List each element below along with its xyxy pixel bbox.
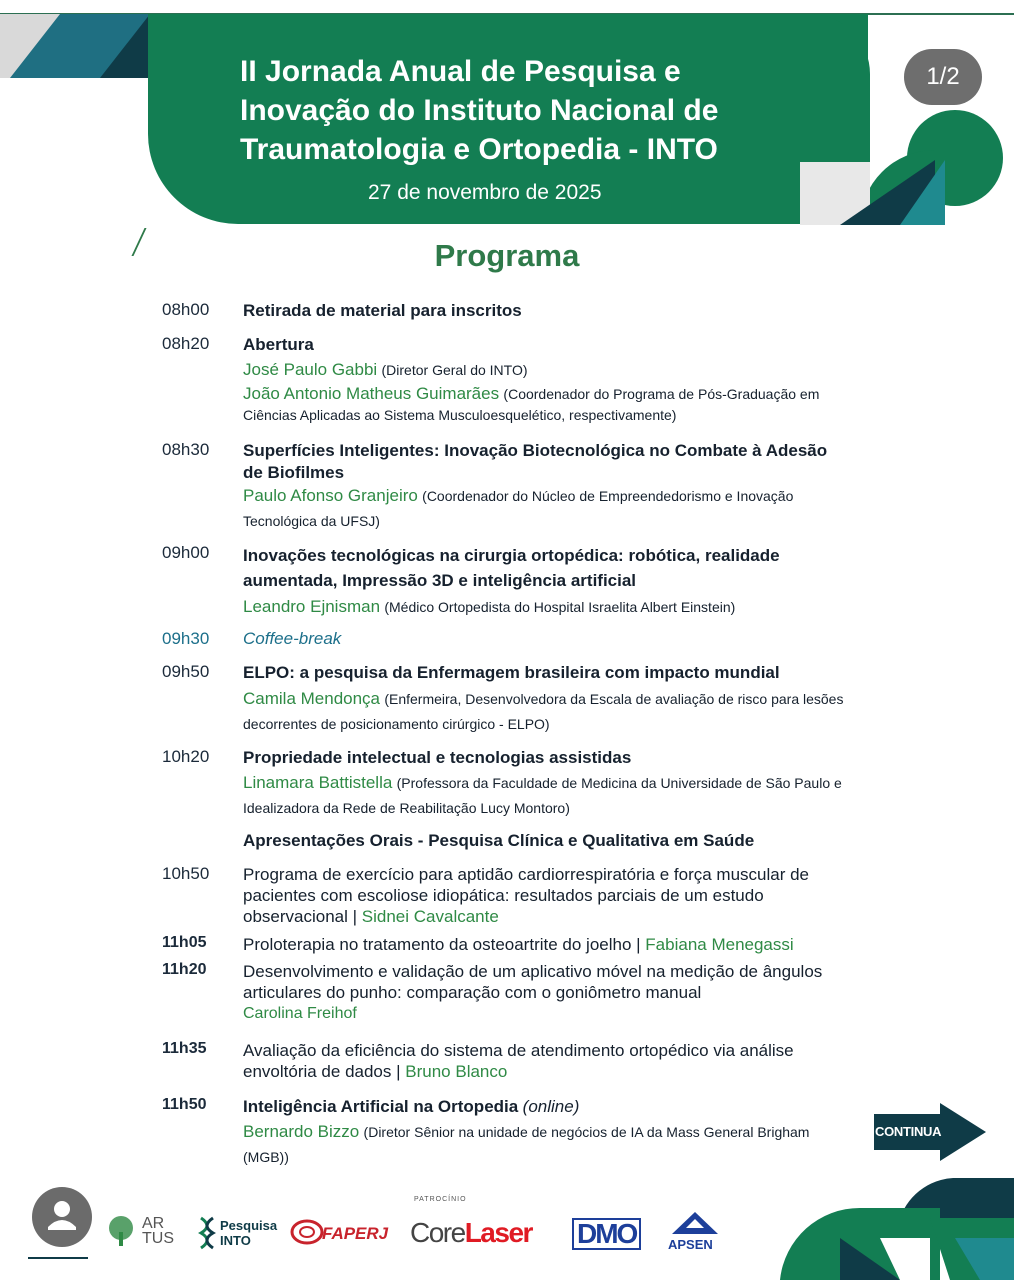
- faperj-icon: [290, 1218, 324, 1246]
- item-title: Superfícies Inteligentes: Inovação Biotecnológica no Combate à Adesão de Biofilmes: [243, 441, 828, 482]
- apsen-logo: APSEN: [668, 1237, 713, 1252]
- corelaser-logo: CoreLaser: [410, 1217, 532, 1248]
- item-time: 11h20: [162, 961, 207, 978]
- sponsor-label: PATROCÍNIO: [414, 1196, 467, 1203]
- item-time: 08h30: [162, 440, 210, 459]
- speaker-role: (Médico Ortopedista do Hospital Israelita Albert Einstein): [384, 599, 736, 615]
- speaker-name: Bruno Blanco: [405, 1062, 508, 1081]
- item-title: Avaliação da eficiência do sistema de atendimento ortopédico via análise envoltória de dados |: [243, 1041, 794, 1081]
- item-title: Coffee-break: [243, 629, 342, 648]
- faperj-logo: FAPERJ: [322, 1224, 389, 1243]
- pesquisa-dna-icon: [198, 1216, 216, 1250]
- item-time: 11h05: [162, 934, 207, 951]
- speaker-role: (Diretor Sênior na unidade de negócios de IA da Mass General Brigham (MGB)): [243, 1124, 810, 1165]
- item-time: 09h30: [162, 629, 210, 648]
- program-heading: Programa: [434, 238, 580, 273]
- online-note: (online): [522, 1097, 580, 1116]
- speaker-role: (Enfermeira, Desenvolvedora da Escala de avaliação de risco para lesões decorrentes de posicionamento cirúrgico - ELPO): [243, 691, 844, 732]
- artus-logo: AR TUS: [142, 1215, 174, 1247]
- item-time: 08h00: [162, 300, 210, 319]
- event-title: II Jornada Anual de Pesquisa e Inovação do Instituto Nacional de Traumatologia e Ortopedia - INTO: [240, 55, 719, 166]
- speaker-name: Sidnei Cavalcante: [361, 907, 499, 926]
- item-time: 09h00: [162, 543, 210, 562]
- event-date: 27 de novembro de 2025: [368, 181, 602, 204]
- pesquisa-into-logo: Pesquisa INTO: [220, 1218, 278, 1248]
- speaker-role: (Coordenador do Núcleo de Empreendedorismo e Inovação Tecnológica da UFSJ): [243, 488, 794, 529]
- speaker-name: Camila Mendonça: [243, 689, 381, 708]
- speaker-name: José Paulo Gabbi: [243, 360, 378, 379]
- speaker-name: Bernardo Bizzo: [243, 1122, 360, 1141]
- page-indicator[interactable]: 1/2: [904, 49, 982, 105]
- item-time: 10h50: [162, 864, 210, 883]
- speaker-name: Fabiana Menegassi: [645, 935, 794, 954]
- speaker-name: Carolina Freihof: [243, 1005, 357, 1022]
- item-title: ELPO: a pesquisa da Enfermagem brasileira com impacto mundial: [243, 663, 780, 682]
- into-logo: [28, 1235, 88, 1259]
- item-time: 11h50: [162, 1096, 207, 1113]
- item-title: Proloterapia no tratamento da osteoartrite do joelho |: [243, 935, 641, 954]
- item-title: Abertura: [243, 335, 314, 354]
- item-title: Retirada de material para inscritos: [243, 301, 522, 320]
- speaker-name: Leandro Ejnisman: [243, 597, 381, 616]
- item-time: 09h50: [162, 662, 210, 681]
- speaker-name: Paulo Afonso Granjeiro: [243, 486, 418, 505]
- item-time: 08h20: [162, 334, 210, 353]
- continue-label: CONTINUA: [875, 1124, 942, 1139]
- speaker-name: Linamara Battistella: [243, 773, 393, 792]
- item-time: 10h20: [162, 747, 210, 766]
- item-title: Programa de exercício para aptidão cardiorrespiratória e força muscular de pacientes com escoliose idiopática: resultados parciais de um estudo observacional |: [243, 865, 809, 926]
- item-title: Inteligência Artificial na Ortopedia: [243, 1097, 519, 1116]
- item-time: 11h35: [162, 1040, 207, 1057]
- speaker-role: (Professora da Faculdade de Medicina da Universidade de São Paulo e Idealizadora da Rede de Reabilitação Lucy Montoro): [243, 775, 842, 816]
- speaker-role: (Coordenador do Programa de Pós-Graduação em Ciências Aplicadas ao Sistema Musculoesquelético, respectivamente): [243, 386, 820, 423]
- apsen-icon: [670, 1210, 720, 1236]
- item-title: Desenvolvimento e validação de um aplicativo móvel na medição de ângulos articulares do punho: comparação com o goniômetro manual: [243, 962, 823, 1002]
- bottom-right-decoration: [780, 1178, 1014, 1280]
- dmo-logo: DMO: [572, 1218, 641, 1250]
- item-title: Propriedade intelectual e tecnologias assistidas: [243, 748, 632, 767]
- speaker-role: (Diretor Geral do INTO): [381, 362, 528, 378]
- artus-tree-icon: [104, 1214, 138, 1248]
- item-title: Inovações tecnológicas na cirurgia ortopédica: robótica, realidade aumentada, Impressão 3D e inteligência artificial: [243, 546, 780, 590]
- speaker-name: João Antonio Matheus Guimarães: [243, 384, 500, 403]
